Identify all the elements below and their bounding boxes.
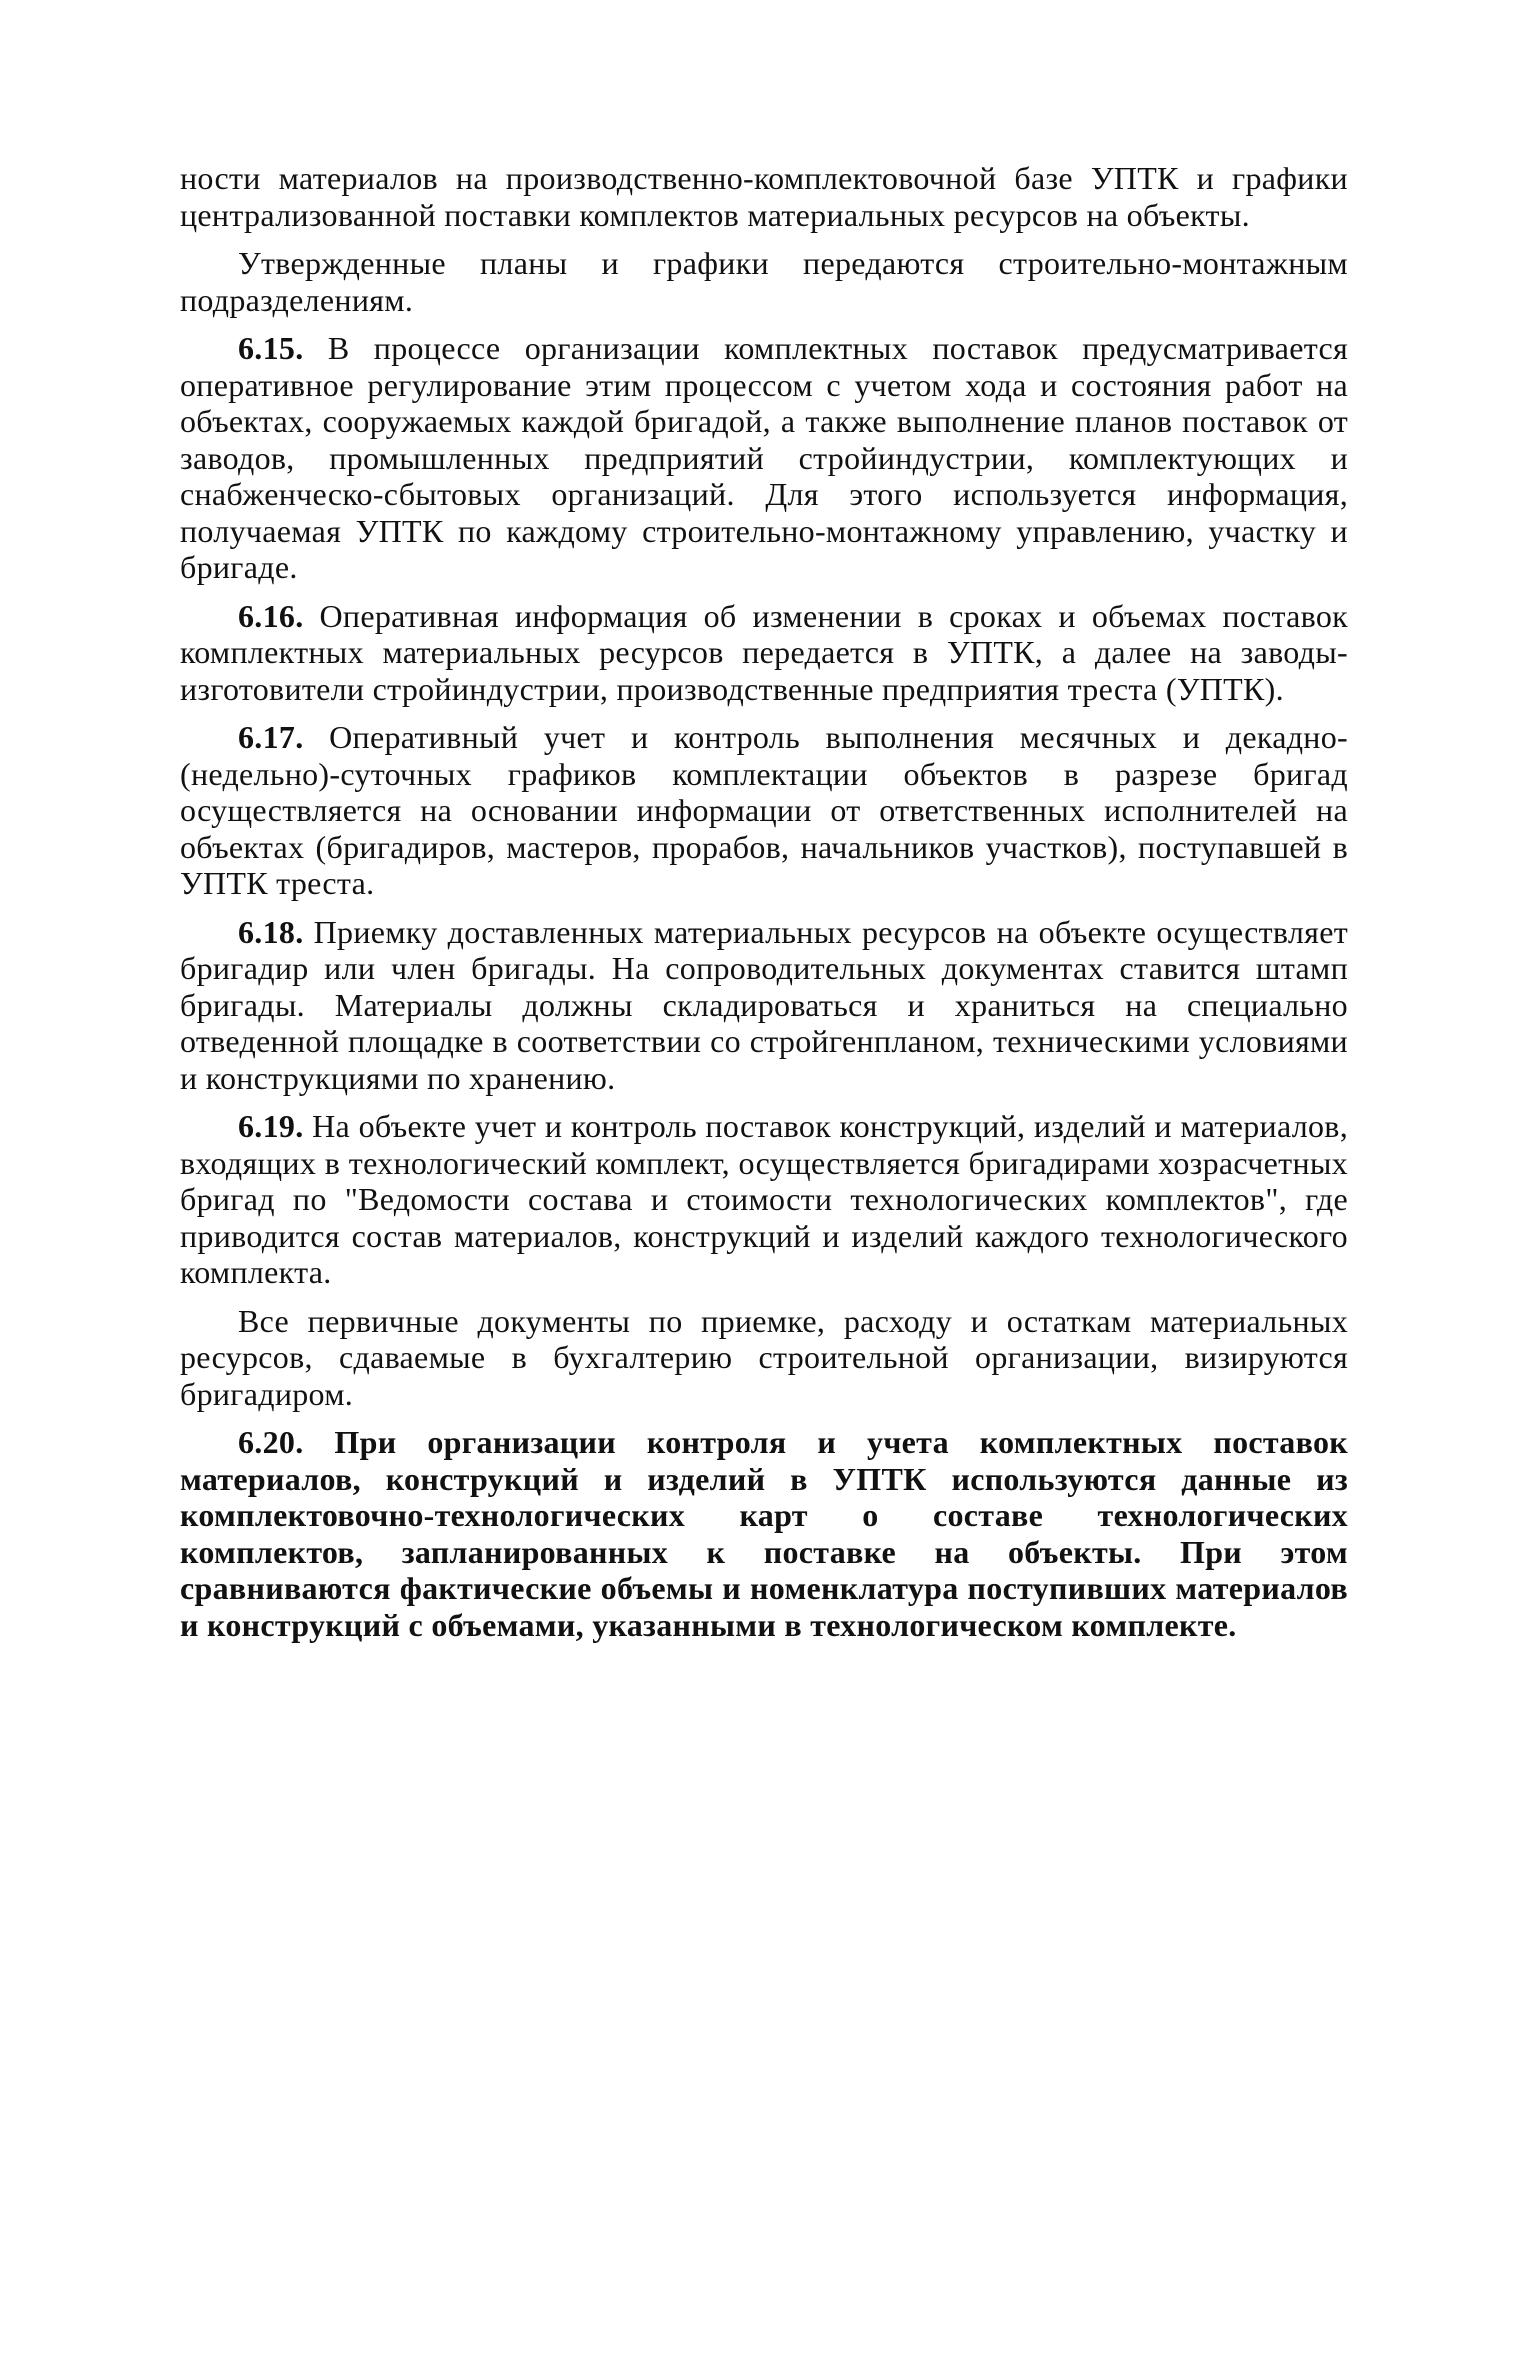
- paragraph-text: На объекте учет и контроль поставок конструкций, изделий и материалов, входящих в технологический комплект, осуществляется бригадирами хозрасчетных бригад по "Ведомости состава и стоимости технологических комплектов", где приводится состав материалов, конструкций и изделий каждого технологического комплекта.: [180, 1108, 1349, 1290]
- paragraph-text: Утвержденные планы и графики передаются строительно-монтажным подразделениям.: [180, 245, 1348, 318]
- paragraph-text: Оперативный учет и контроль выполнения месячных и декадно-(недельно)-суточных графиков комплектации объектов в разрезе бригад осуществляется на основании информации от ответственных исполнителей на объектах (бригадиров, мастеров, прорабов, начальников участков), поступавшей в УПТК треста.: [180, 719, 1348, 901]
- paragraph-6-15: [180, 330, 1348, 586]
- paragraph-text: Приемку доставленных материальных ресурсов на объекте осуществляет бригадир или член бригады. На сопроводительных документах ставится штамп бригады. Материалы должны складироваться и храниться на специально отведенной площадке в соответствии со стройгенпланом, техническими условиями и конструкциями по хранению.: [180, 913, 1348, 1096]
- paragraph-number: 6.16.: [238, 597, 304, 634]
- paragraph-continuation: [180, 160, 1348, 233]
- paragraph-6-18: [180, 914, 1348, 1097]
- paragraph-text: Оперативная информация об изменении в сроках и объемах поставок комплектных материальных ресурсов передается в УПТК, а далее на заводы-изготовители стройиндустрии, производственные предприятия треста (УПТК).: [180, 597, 1348, 707]
- paragraph-text: Все первичные документы по приемке, расходу и остаткам материальных ресурсов, сдаваемые в бухгалтерию строительной организации, визируются бригадиром.: [180, 1302, 1348, 1412]
- paragraph-number: 6.19.: [238, 1108, 304, 1144]
- paragraph-6-20: [180, 1424, 1348, 1643]
- paragraph-6-19: [180, 1108, 1348, 1291]
- paragraph-approved-plans: [180, 245, 1348, 318]
- paragraph-text: При организации контроля и учета комплектных поставок материалов, конструкций и изделий в УПТК используются данные из комплектовочно-технологических карт о составе технологических комплектов, запланированных к поставке на объекты. При этом сравниваются фактические объемы и номенклатура поступивших материалов и конструкций с объемами, указанными в технологическом комплекте.: [180, 1424, 1348, 1643]
- document-page: [180, 160, 1348, 1649]
- paragraph-number: 6.17.: [238, 719, 304, 755]
- paragraph-6-16: [180, 598, 1348, 708]
- paragraph-number: 6.15.: [238, 330, 304, 366]
- paragraph-primary-documents: [180, 1303, 1348, 1413]
- paragraph-number: 6.18.: [238, 913, 304, 950]
- paragraph-text: В процессе организации комплектных поставок предусматривается оперативное регулирование этим процессом с учетом хода и состояния работ на объектах, сооружаемых каждой бригадой, а также выполнение планов поставок от заводов, промышленных предприятий стройиндустрии, комплектующих и снабженческо-сбытовых организаций. Для этого используется информация, получаемая УПТК по каждому строительно-монтажному управлению, участку и бригаде.: [180, 330, 1348, 585]
- paragraph-number: 6.20.: [238, 1424, 304, 1460]
- paragraph-text: ности материалов на производственно-комплектовочной базе УПТК и графики централизованной поставки комплектов материальных ресурсов на объекты.: [180, 160, 1348, 233]
- paragraph-6-17: [180, 719, 1348, 902]
